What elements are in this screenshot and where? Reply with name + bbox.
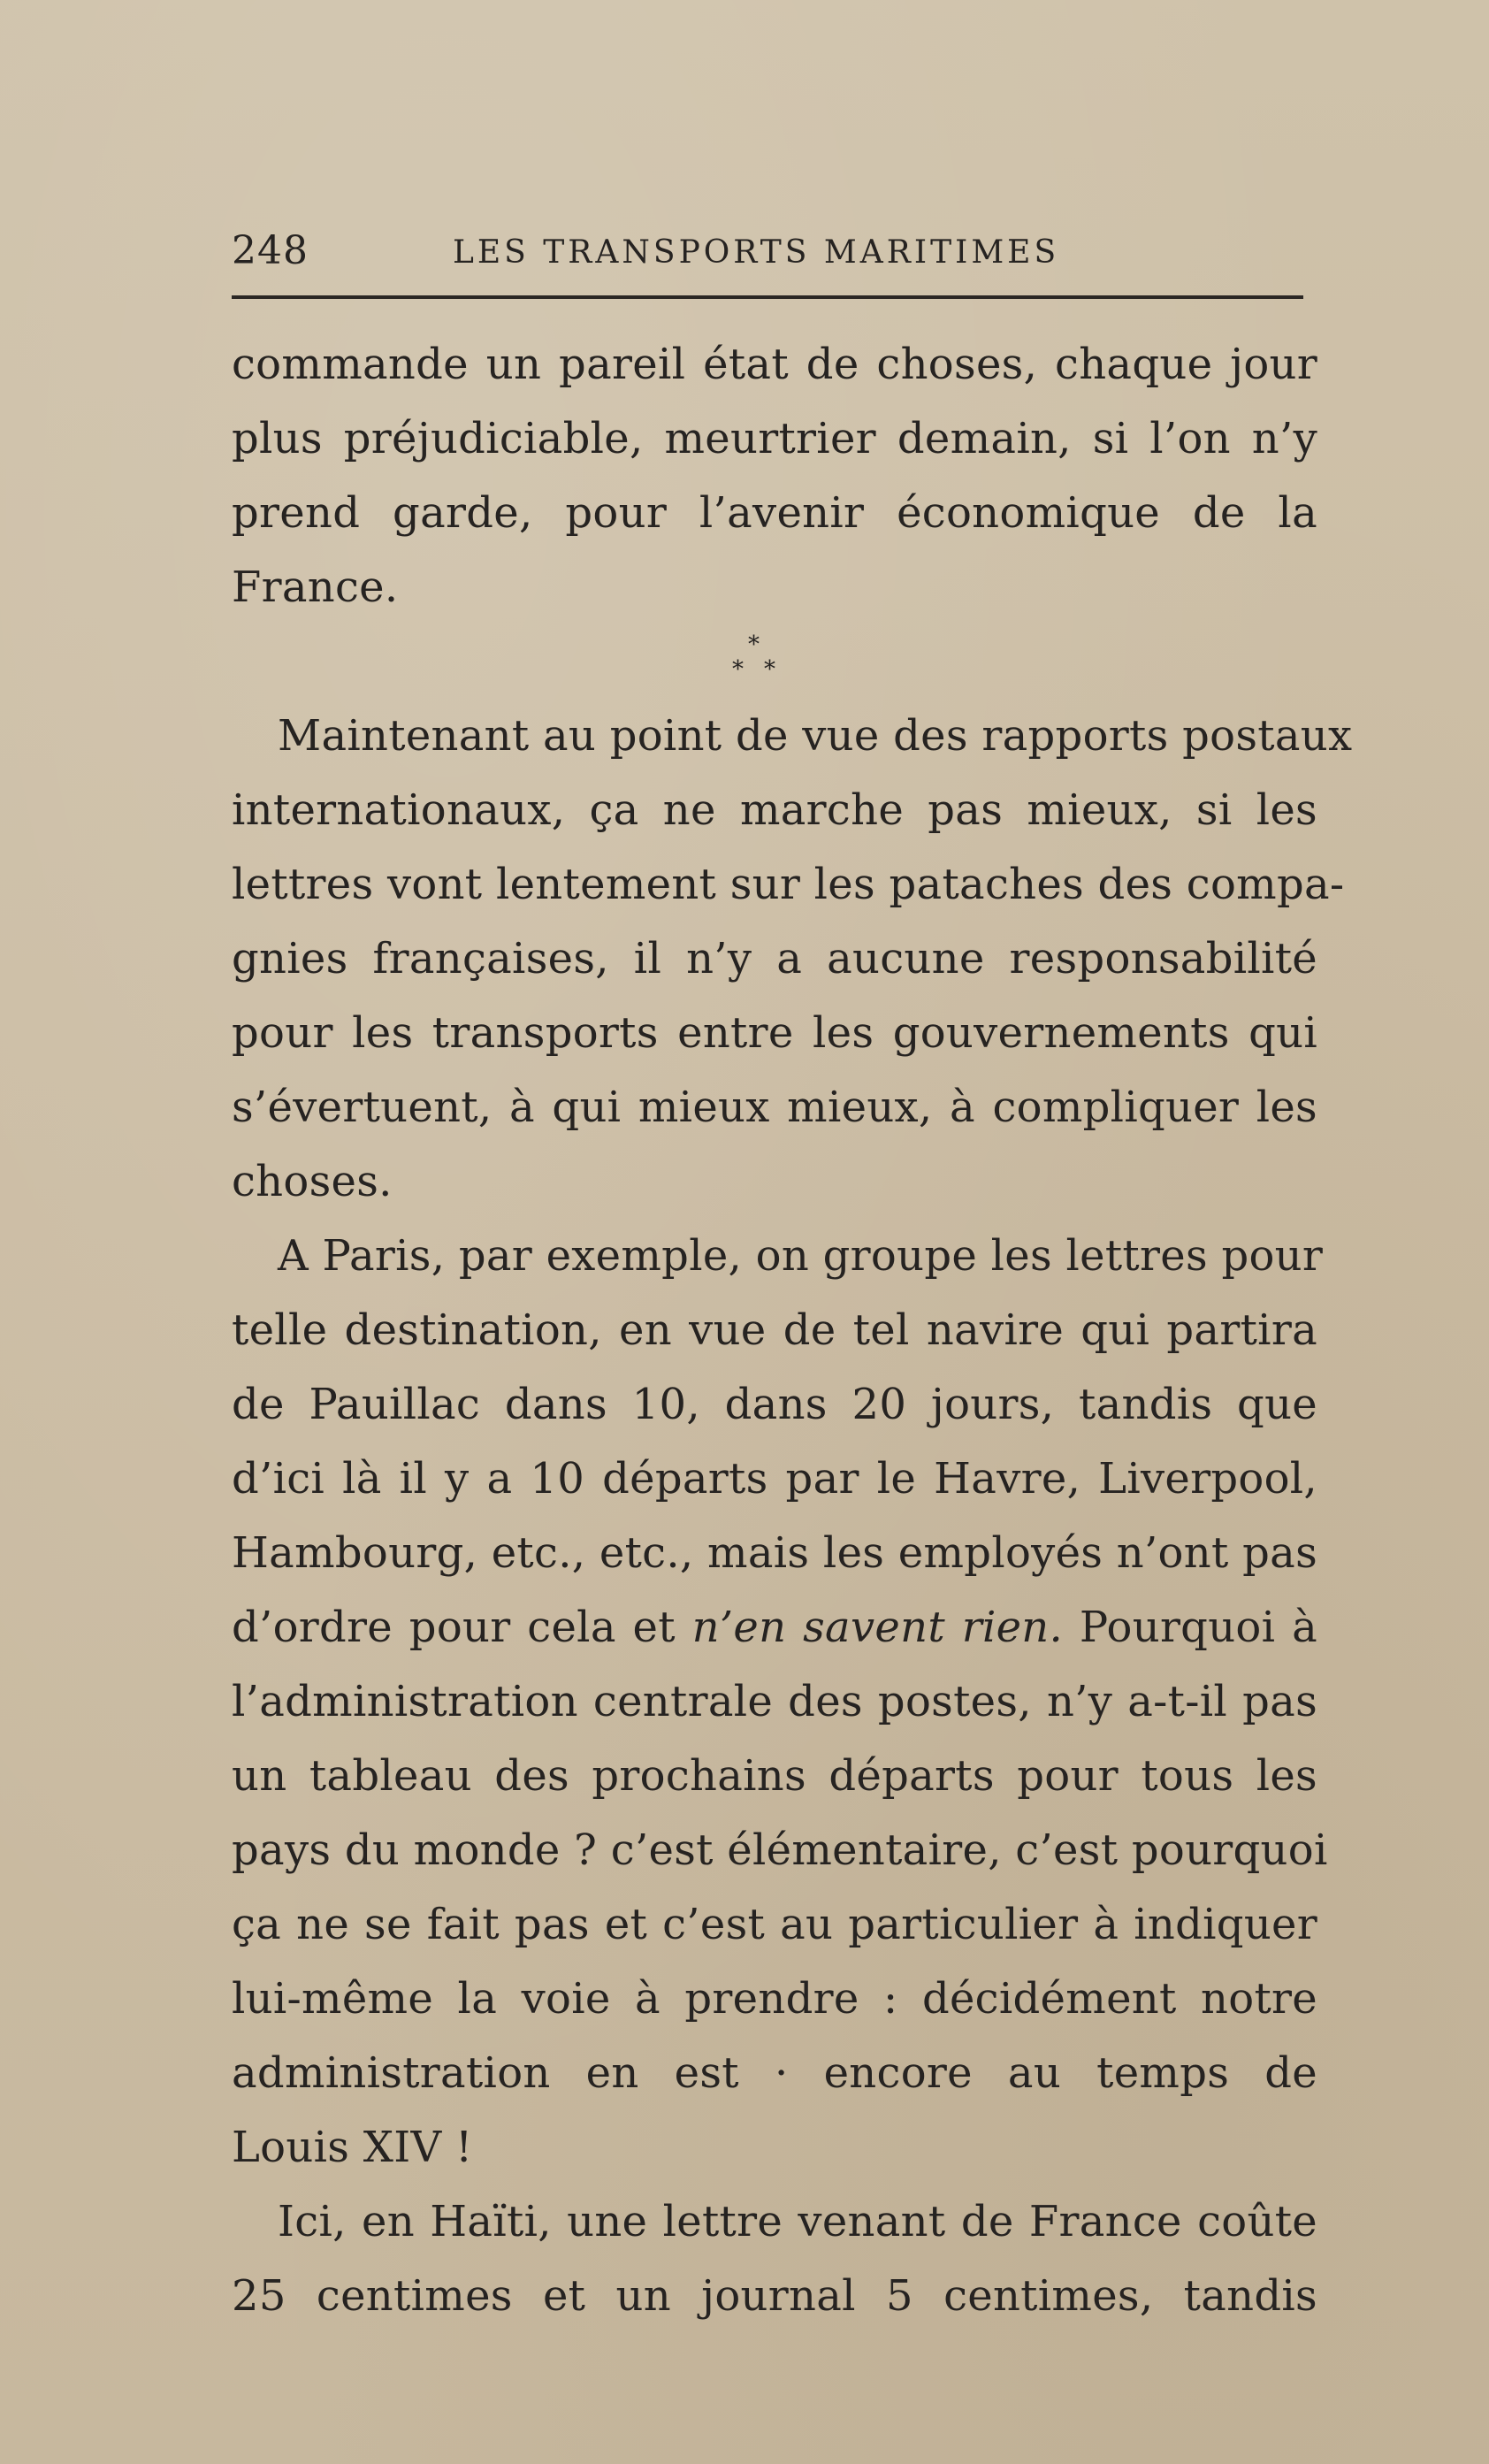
text-line: de Pauillac dans 10, dans 20 jours, tandis que — [232, 1380, 1317, 1429]
page-header — [232, 228, 1303, 294]
text-run: d’ordre pour cela et — [232, 1603, 676, 1652]
text-line: telle destination, en vue de tel navire qui partira — [232, 1305, 1317, 1355]
header-rule — [232, 295, 1303, 299]
text-line: s’évertuent, à qui mieux mieux, à compliquer les — [232, 1083, 1317, 1132]
section-asterism — [232, 624, 1317, 699]
text-line: lui-même la voie à prendre : décidément notre — [232, 1974, 1317, 2024]
text-line: Hambourg, etc., etc., mais les employés n’ont pas — [232, 1528, 1317, 1578]
text-run: Pourquoi à — [1079, 1603, 1317, 1652]
text-line: France. — [232, 562, 399, 612]
running-title: LES TRANSPORTS MARITIMES — [453, 234, 1060, 271]
text-line: Louis XIV ! — [232, 2123, 473, 2172]
body-text — [232, 327, 1353, 2333]
text-line: ça ne se fait pas et c’est au particulier à indiquer — [232, 1900, 1317, 1949]
text-line: prend garde, pour l’avenir économique de la — [232, 488, 1317, 538]
text-line: l’administration centrale des postes, n’y a-t-il pas — [232, 1677, 1317, 1726]
text-line: Maintenant au point de vue des rapports postaux — [278, 711, 1353, 761]
text-line: pour les transports entre les gouvernements qui — [232, 1008, 1317, 1058]
text-line: commande un pareil état de choses, chaque jour — [232, 340, 1317, 389]
text-line: 25 centimes et un journal 5 centimes, tandis — [232, 2271, 1317, 2321]
asterism-star: * — [732, 656, 744, 683]
asterism-star: * — [748, 631, 760, 658]
text-line: pays du monde ? c’est élémentaire, c’est pourquoi — [232, 1825, 1328, 1875]
text-line: gnies françaises, il n’y a aucune responsabilité — [232, 934, 1317, 983]
text-line: un tableau des prochains départs pour tous les — [232, 1751, 1317, 1801]
text-line: lettres vont lentement sur les pataches des compa- — [232, 860, 1345, 909]
text-line: Ici, en Haïti, une lettre venant de France coûte — [278, 2197, 1317, 2246]
text-line: choses. — [232, 1157, 393, 1206]
page-number: 248 — [232, 228, 309, 273]
text-line: internationaux, ça ne marche pas mieux, si les — [232, 785, 1317, 835]
text-line: administration en est · encore au temps de — [232, 2048, 1317, 2098]
text-line: plus préjudiciable, meurtrier demain, si l’on n’y — [232, 414, 1317, 463]
text-line: d’ici là il y a 10 départs par le Havre, Liverpool, — [232, 1454, 1317, 1504]
text-line: A Paris, par exemple, on groupe les lettres pour — [278, 1231, 1324, 1281]
asterism-star: * — [764, 656, 775, 683]
italic-phrase: n’en savent rien. — [691, 1603, 1064, 1652]
text-line — [232, 1590, 1317, 1664]
